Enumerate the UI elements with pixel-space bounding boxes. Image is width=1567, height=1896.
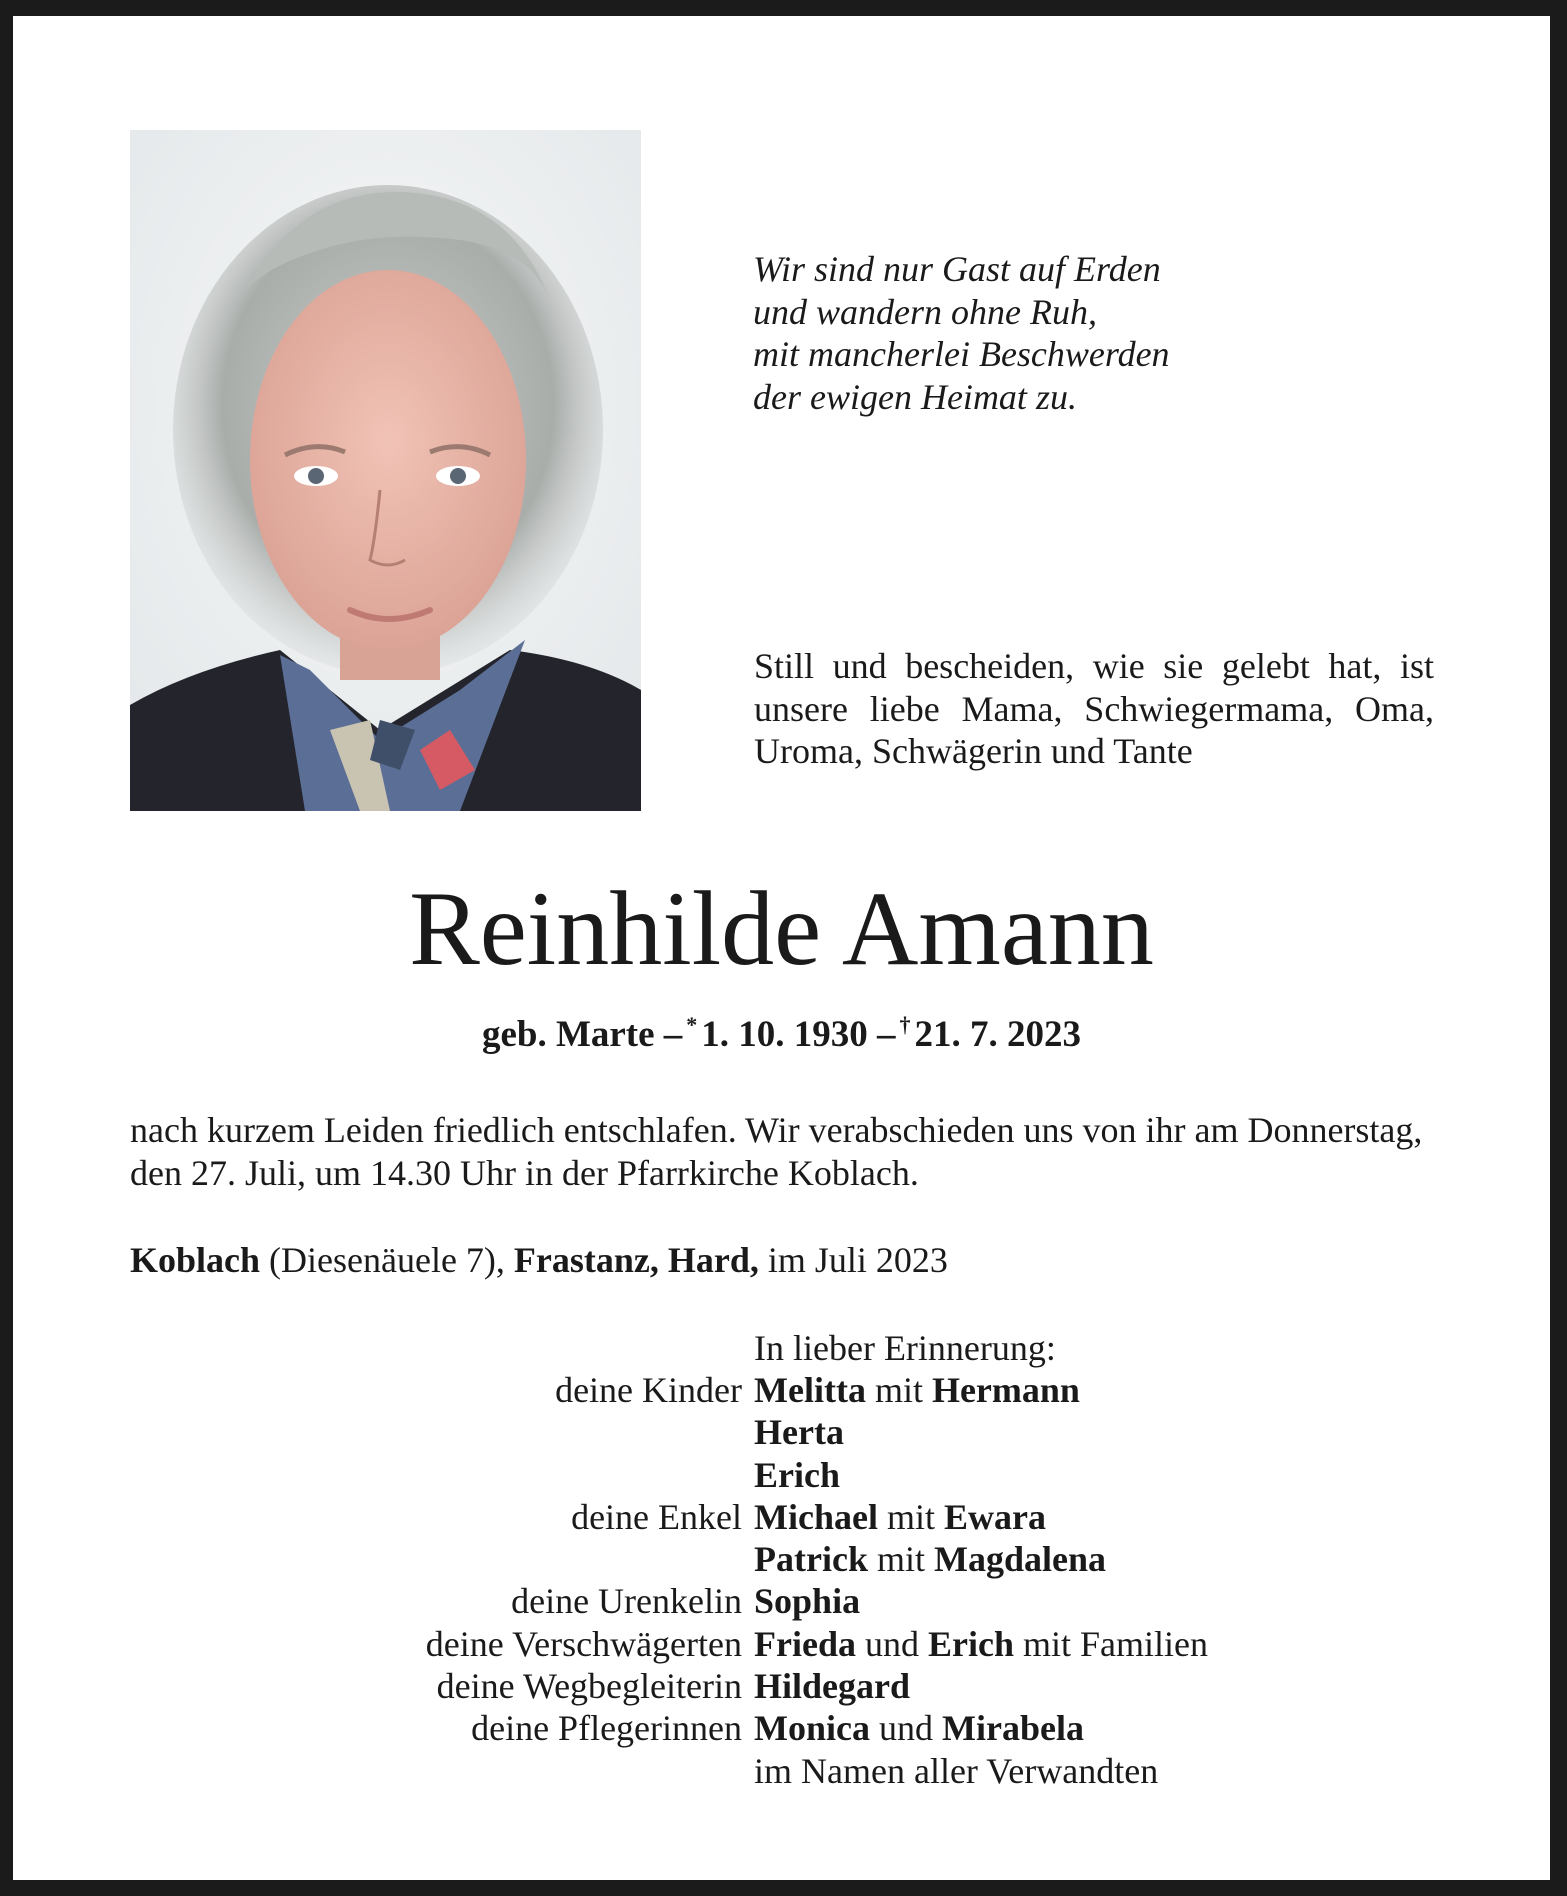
mourner-role bbox=[130, 1538, 754, 1580]
verse-line: mit mancherlei Beschwerden bbox=[753, 334, 1170, 374]
birth-name: geb. Marte bbox=[481, 1014, 655, 1055]
verse-line: Wir sind nur Gast auf Erden bbox=[753, 249, 1161, 289]
mourner-name: Frieda bbox=[754, 1623, 856, 1664]
connector-text: mit bbox=[877, 1496, 944, 1537]
life-dates bbox=[13, 1003, 1550, 1057]
mourner-names bbox=[754, 1411, 1530, 1453]
place-date: im Juli 2023 bbox=[758, 1240, 948, 1280]
mourner-name: Hildegard bbox=[754, 1666, 911, 1707]
memory-heading: In lieber Erinnerung: bbox=[754, 1328, 1056, 1368]
mourner-name: Magdalena bbox=[933, 1539, 1106, 1580]
died-symbol: † bbox=[899, 1012, 911, 1037]
verse-line: und wandern ohne Ruh, bbox=[753, 291, 1097, 332]
obituary-page bbox=[13, 16, 1550, 1880]
funeral-notice: nach kurzem Leiden friedlich entschlafen. Wir verabschieden uns von ihr am Donnerstag, den 27. Juli, um 14.30 Uhr in der Pfarrkirche Koblach. bbox=[130, 1110, 1423, 1193]
mourner-name: Monica bbox=[754, 1708, 870, 1749]
mourner-role bbox=[130, 1411, 754, 1453]
separator: – bbox=[877, 1014, 896, 1055]
mourner-name: Michael bbox=[754, 1496, 878, 1537]
connector-text: und bbox=[855, 1623, 928, 1664]
mourner-role: deine Verschwägerten bbox=[425, 1623, 742, 1664]
mourner-row bbox=[130, 1496, 1530, 1538]
mourner-names bbox=[754, 1369, 1530, 1411]
connector-text: mit Familien bbox=[1013, 1623, 1208, 1664]
mourner-role: deine Wegbegleiterin bbox=[436, 1666, 742, 1707]
mourner-name: Ewara bbox=[943, 1496, 1046, 1537]
mourner-name: Melitta bbox=[754, 1370, 866, 1410]
connector-text: mit bbox=[865, 1370, 932, 1410]
mourner-row bbox=[130, 1369, 1530, 1411]
closing-line: im Namen aller Verwandten bbox=[754, 1751, 1159, 1791]
mourner-role: deine Enkel bbox=[571, 1496, 742, 1537]
mourner-names bbox=[754, 1454, 1530, 1496]
mourner-name: Erich bbox=[754, 1454, 840, 1495]
mourner-name: Mirabela bbox=[941, 1708, 1084, 1749]
mourner-name: Sophia bbox=[754, 1581, 861, 1622]
place-address: (Diesenäuele 7), bbox=[260, 1240, 514, 1280]
mourner-name: Herta bbox=[754, 1412, 844, 1453]
mourner-name: Erich bbox=[927, 1623, 1014, 1664]
mourner-row bbox=[130, 1454, 1530, 1496]
place-town: Koblach bbox=[130, 1240, 261, 1280]
birth-date: 1. 10. 1930 bbox=[701, 1014, 868, 1055]
mourner-role: deine Pflegerinnen bbox=[471, 1708, 742, 1749]
mourner-role bbox=[130, 1454, 754, 1496]
mourners-list bbox=[130, 1369, 1530, 1750]
mourner-names bbox=[754, 1580, 1530, 1622]
mourner-names bbox=[754, 1538, 1530, 1580]
connector-text: und bbox=[869, 1708, 942, 1749]
mourner-row bbox=[130, 1707, 1530, 1749]
born-symbol: * bbox=[686, 1012, 698, 1037]
mourner-name: Patrick bbox=[754, 1539, 868, 1580]
mourner-role: deine Kinder bbox=[555, 1370, 742, 1410]
mourner-name: Hermann bbox=[931, 1370, 1080, 1410]
mourner-row bbox=[130, 1665, 1530, 1707]
death-date: 21. 7. 2023 bbox=[914, 1014, 1082, 1055]
deceased-name: Reinhilde Amann bbox=[409, 870, 1154, 987]
mourner-names bbox=[754, 1496, 1530, 1538]
place-and-date bbox=[130, 1239, 1430, 1282]
mourner-row bbox=[130, 1580, 1530, 1622]
separator: – bbox=[663, 1014, 683, 1055]
mourner-row bbox=[130, 1538, 1530, 1580]
portrait-photo bbox=[130, 130, 641, 811]
mourner-names bbox=[754, 1707, 1530, 1749]
mourner-names bbox=[754, 1623, 1530, 1665]
mourner-row bbox=[130, 1411, 1530, 1453]
verse-line: der ewigen Heimat zu. bbox=[753, 376, 1077, 417]
intro-text: Still und bescheiden, wie sie gelebt hat, ist unsere liebe Mama, Schwiegermama, Oma, Uroma, Schwägerin und Tante bbox=[754, 646, 1434, 771]
mourner-row bbox=[130, 1623, 1530, 1665]
place-towns: Frastanz, Hard, bbox=[513, 1240, 759, 1280]
mourner-names bbox=[754, 1665, 1530, 1707]
mourner-role: deine Urenkelin bbox=[511, 1581, 742, 1622]
connector-text: mit bbox=[867, 1539, 934, 1580]
poem-verse bbox=[753, 248, 1313, 418]
